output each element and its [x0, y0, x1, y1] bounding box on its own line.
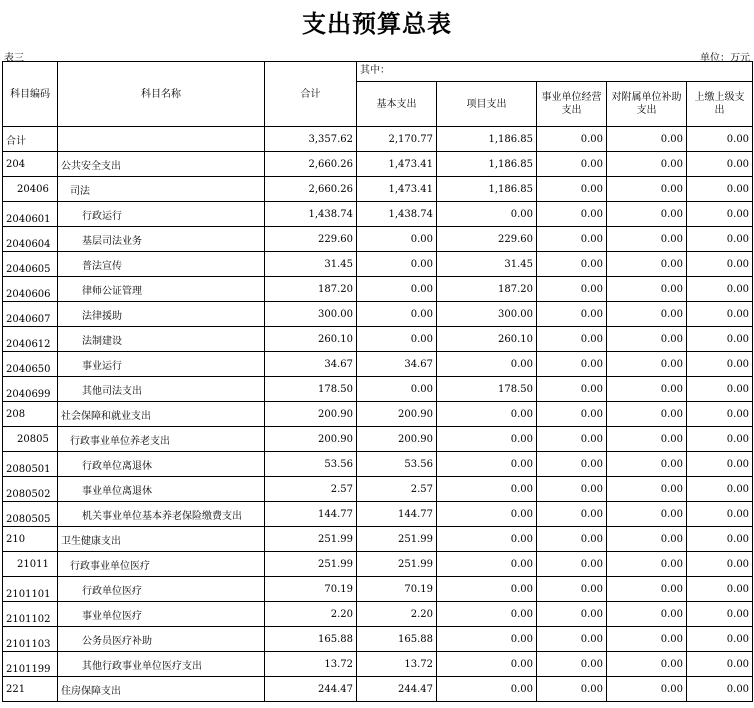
cell-subsidy: 0.00	[607, 552, 687, 577]
cell-project: 0.00	[437, 427, 537, 452]
table-row	[3, 152, 753, 177]
table-row	[3, 577, 753, 602]
cell-business: 0.00	[537, 152, 607, 177]
cell-remit: 0.00	[687, 627, 753, 652]
cell-basic: 2.57	[357, 477, 437, 502]
cell-subsidy: 0.00	[607, 127, 687, 152]
cell-business: 0.00	[537, 277, 607, 302]
cell-project: 0.00	[437, 677, 537, 702]
table-number: 表三	[4, 53, 24, 64]
cell-business: 0.00	[537, 627, 607, 652]
cell-remit: 0.00	[687, 452, 753, 477]
cell-total: 3,357.62	[265, 127, 357, 152]
cell-remit: 0.00	[687, 177, 753, 202]
cell-project: 0.00	[437, 577, 537, 602]
cell-basic: 1,473.41	[357, 152, 437, 177]
cell-total: 70.19	[265, 577, 357, 602]
cell-project: 0.00	[437, 652, 537, 677]
cell-business: 0.00	[537, 252, 607, 277]
cell-basic: 70.19	[357, 577, 437, 602]
cell-subsidy: 0.00	[607, 252, 687, 277]
cell-subsidy: 0.00	[607, 477, 687, 502]
cell-project: 1,186.85	[437, 152, 537, 177]
cell-code: 合计	[3, 127, 58, 152]
cell-name: 法制建设	[58, 327, 265, 352]
cell-remit: 0.00	[687, 202, 753, 227]
header-code: 科目编码	[3, 62, 58, 127]
cell-basic: 34.67	[357, 352, 437, 377]
table-row	[3, 127, 753, 152]
cell-code: 2040699	[3, 377, 58, 402]
header-total: 合计	[265, 62, 357, 127]
cell-name: 行政运行	[58, 202, 265, 227]
cell-remit: 0.00	[687, 327, 753, 352]
cell-basic: 0.00	[357, 302, 437, 327]
cell-code: 2040607	[3, 302, 58, 327]
cell-total: 2,660.26	[265, 177, 357, 202]
cell-remit: 0.00	[687, 652, 753, 677]
cell-subsidy: 0.00	[607, 452, 687, 477]
cell-subsidy: 0.00	[607, 352, 687, 377]
cell-business: 0.00	[537, 602, 607, 627]
cell-name: 事业单位离退休	[58, 477, 265, 502]
cell-project: 0.00	[437, 627, 537, 652]
cell-code: 2080502	[3, 477, 58, 502]
table-row	[3, 552, 753, 577]
cell-name: 其他司法支出	[58, 377, 265, 402]
header-subsidy: 对附属单位补助支出	[607, 82, 687, 127]
cell-code: 2101199	[3, 652, 58, 677]
cell-code: 2040650	[3, 352, 58, 377]
table-row	[3, 677, 753, 702]
cell-total: 34.67	[265, 352, 357, 377]
cell-total: 300.00	[265, 302, 357, 327]
cell-business: 0.00	[537, 677, 607, 702]
header-of-which: 其中：	[357, 62, 753, 82]
cell-total: 13.72	[265, 652, 357, 677]
cell-business: 0.00	[537, 652, 607, 677]
header-basic: 基本支出	[357, 82, 437, 127]
cell-remit: 0.00	[687, 227, 753, 252]
cell-code: 20406	[3, 177, 58, 202]
cell-total: 2.57	[265, 477, 357, 502]
cell-total: 187.20	[265, 277, 357, 302]
cell-basic: 165.88	[357, 627, 437, 652]
unit-label: 单位：万元	[700, 53, 750, 64]
cell-project: 260.10	[437, 327, 537, 352]
cell-basic: 244.47	[357, 677, 437, 702]
cell-name: 普法宣传	[58, 252, 265, 277]
budget-table	[2, 61, 753, 702]
cell-subsidy: 0.00	[607, 677, 687, 702]
cell-project: 0.00	[437, 452, 537, 477]
table-row	[3, 177, 753, 202]
cell-code: 2101101	[3, 577, 58, 602]
cell-name: 行政单位医疗	[58, 577, 265, 602]
cell-project: 0.00	[437, 502, 537, 527]
cell-project: 187.20	[437, 277, 537, 302]
cell-name	[58, 127, 265, 152]
header-project: 项目支出	[437, 82, 537, 127]
table-row	[3, 277, 753, 302]
cell-subsidy: 0.00	[607, 602, 687, 627]
cell-total: 260.10	[265, 327, 357, 352]
cell-basic: 0.00	[357, 227, 437, 252]
cell-remit: 0.00	[687, 552, 753, 577]
cell-total: 229.60	[265, 227, 357, 252]
table-row	[3, 477, 753, 502]
table-row	[3, 452, 753, 477]
cell-business: 0.00	[537, 577, 607, 602]
table-row	[3, 202, 753, 227]
cell-total: 178.50	[265, 377, 357, 402]
cell-subsidy: 0.00	[607, 627, 687, 652]
cell-business: 0.00	[537, 352, 607, 377]
cell-basic: 144.77	[357, 502, 437, 527]
cell-subsidy: 0.00	[607, 577, 687, 602]
cell-subsidy: 0.00	[607, 302, 687, 327]
cell-code: 204	[3, 152, 58, 177]
cell-basic: 200.90	[357, 427, 437, 452]
cell-remit: 0.00	[687, 152, 753, 177]
cell-code: 2040605	[3, 252, 58, 277]
cell-subsidy: 0.00	[607, 377, 687, 402]
cell-basic: 0.00	[357, 377, 437, 402]
header-remit: 上缴上级支出	[687, 82, 753, 127]
cell-total: 165.88	[265, 627, 357, 652]
cell-total: 244.47	[265, 677, 357, 702]
cell-basic: 1,473.41	[357, 177, 437, 202]
cell-total: 2,660.26	[265, 152, 357, 177]
cell-code: 2040612	[3, 327, 58, 352]
cell-business: 0.00	[537, 552, 607, 577]
cell-remit: 0.00	[687, 277, 753, 302]
cell-subsidy: 0.00	[607, 327, 687, 352]
cell-subsidy: 0.00	[607, 152, 687, 177]
cell-project: 0.00	[437, 602, 537, 627]
cell-subsidy: 0.00	[607, 227, 687, 252]
cell-business: 0.00	[537, 177, 607, 202]
table-row	[3, 627, 753, 652]
cell-project: 0.00	[437, 552, 537, 577]
cell-project: 0.00	[437, 477, 537, 502]
cell-business: 0.00	[537, 327, 607, 352]
cell-code: 2040601	[3, 202, 58, 227]
cell-remit: 0.00	[687, 602, 753, 627]
table-row	[3, 327, 753, 352]
cell-basic: 1,438.74	[357, 202, 437, 227]
cell-name: 律师公证管理	[58, 277, 265, 302]
cell-basic: 13.72	[357, 652, 437, 677]
table-row	[3, 502, 753, 527]
cell-code: 210	[3, 527, 58, 552]
table-row	[3, 227, 753, 252]
cell-code: 2101103	[3, 627, 58, 652]
cell-project: 178.50	[437, 377, 537, 402]
cell-business: 0.00	[537, 302, 607, 327]
cell-name: 公共安全支出	[58, 152, 265, 177]
cell-name: 行政单位离退休	[58, 452, 265, 477]
cell-basic: 53.56	[357, 452, 437, 477]
cell-subsidy: 0.00	[607, 502, 687, 527]
cell-code: 20805	[3, 427, 58, 452]
cell-basic: 251.99	[357, 552, 437, 577]
table-row	[3, 352, 753, 377]
cell-name: 机关事业单位基本养老保险缴费支出	[58, 502, 265, 527]
cell-name: 法律援助	[58, 302, 265, 327]
cell-name: 公务员医疗补助	[58, 627, 265, 652]
cell-total: 200.90	[265, 427, 357, 452]
cell-total: 251.99	[265, 552, 357, 577]
header-name: 科目名称	[58, 62, 265, 127]
cell-total: 31.45	[265, 252, 357, 277]
cell-subsidy: 0.00	[607, 652, 687, 677]
table-row	[3, 402, 753, 427]
table-row	[3, 427, 753, 452]
cell-project: 1,186.85	[437, 177, 537, 202]
cell-project: 0.00	[437, 527, 537, 552]
cell-remit: 0.00	[687, 527, 753, 552]
cell-code: 2040604	[3, 227, 58, 252]
cell-remit: 0.00	[687, 377, 753, 402]
cell-subsidy: 0.00	[607, 277, 687, 302]
cell-business: 0.00	[537, 452, 607, 477]
cell-code: 2101102	[3, 602, 58, 627]
cell-remit: 0.00	[687, 302, 753, 327]
cell-basic: 2,170.77	[357, 127, 437, 152]
cell-remit: 0.00	[687, 577, 753, 602]
cell-total: 53.56	[265, 452, 357, 477]
cell-subsidy: 0.00	[607, 202, 687, 227]
cell-total: 1,438.74	[265, 202, 357, 227]
cell-business: 0.00	[537, 227, 607, 252]
cell-code: 221	[3, 677, 58, 702]
cell-remit: 0.00	[687, 477, 753, 502]
cell-name: 住房保障支出	[58, 677, 265, 702]
cell-basic: 251.99	[357, 527, 437, 552]
table-row	[3, 602, 753, 627]
cell-project: 31.45	[437, 252, 537, 277]
cell-basic: 2.20	[357, 602, 437, 627]
cell-business: 0.00	[537, 427, 607, 452]
cell-total: 144.77	[265, 502, 357, 527]
cell-total: 200.90	[265, 402, 357, 427]
cell-subsidy: 0.00	[607, 527, 687, 552]
table-row	[3, 527, 753, 552]
cell-basic: 0.00	[357, 327, 437, 352]
cell-project: 0.00	[437, 352, 537, 377]
cell-total: 2.20	[265, 602, 357, 627]
header-business: 事业单位经营支出	[537, 82, 607, 127]
cell-name: 行政事业单位医疗	[58, 552, 265, 577]
cell-name: 行政事业单位养老支出	[58, 427, 265, 452]
cell-business: 0.00	[537, 127, 607, 152]
table-row	[3, 377, 753, 402]
cell-basic: 200.90	[357, 402, 437, 427]
cell-code: 2040606	[3, 277, 58, 302]
cell-total: 251.99	[265, 527, 357, 552]
cell-business: 0.00	[537, 502, 607, 527]
cell-remit: 0.00	[687, 402, 753, 427]
cell-business: 0.00	[537, 527, 607, 552]
cell-business: 0.00	[537, 402, 607, 427]
cell-subsidy: 0.00	[607, 427, 687, 452]
cell-name: 事业运行	[58, 352, 265, 377]
cell-remit: 0.00	[687, 252, 753, 277]
cell-business: 0.00	[537, 377, 607, 402]
cell-remit: 0.00	[687, 352, 753, 377]
cell-project: 0.00	[437, 402, 537, 427]
table-row	[3, 302, 753, 327]
cell-remit: 0.00	[687, 502, 753, 527]
cell-business: 0.00	[537, 477, 607, 502]
cell-basic: 0.00	[357, 252, 437, 277]
cell-remit: 0.00	[687, 427, 753, 452]
cell-code: 208	[3, 402, 58, 427]
cell-code: 21011	[3, 552, 58, 577]
cell-name: 基层司法业务	[58, 227, 265, 252]
cell-project: 1,186.85	[437, 127, 537, 152]
cell-code: 2080505	[3, 502, 58, 527]
cell-name: 卫生健康支出	[58, 527, 265, 552]
cell-name: 事业单位医疗	[58, 602, 265, 627]
cell-subsidy: 0.00	[607, 177, 687, 202]
cell-subsidy: 0.00	[607, 402, 687, 427]
cell-name: 社会保障和就业支出	[58, 402, 265, 427]
cell-project: 0.00	[437, 202, 537, 227]
cell-remit: 0.00	[687, 127, 753, 152]
cell-project: 229.60	[437, 227, 537, 252]
cell-name: 司法	[58, 177, 265, 202]
cell-business: 0.00	[537, 202, 607, 227]
table-row	[3, 652, 753, 677]
cell-project: 300.00	[437, 302, 537, 327]
table-row	[3, 252, 753, 277]
cell-name: 其他行政事业单位医疗支出	[58, 652, 265, 677]
page-title: 支出预算总表	[302, 9, 452, 38]
cell-basic: 0.00	[357, 277, 437, 302]
cell-remit: 0.00	[687, 677, 753, 702]
cell-code: 2080501	[3, 452, 58, 477]
